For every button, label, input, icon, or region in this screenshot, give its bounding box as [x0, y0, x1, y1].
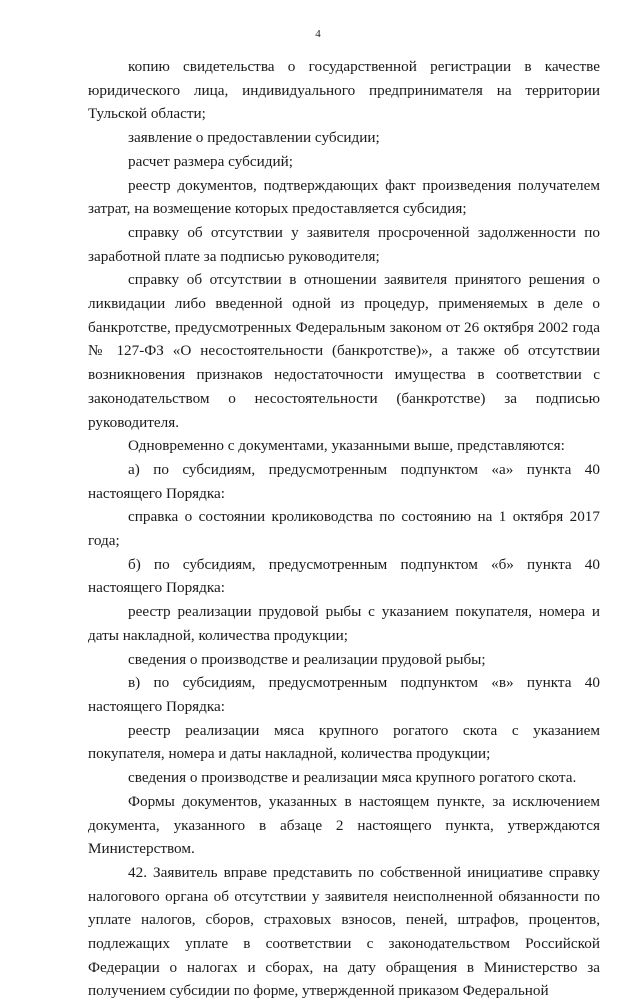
paragraph: копию свидетельства о государственной регистрации в качестве юридического лица, индивидуального предпринимателя на территории Тульской области;: [88, 58, 600, 123]
paragraph: расчет размера субсидий;: [128, 152, 293, 170]
paragraph: сведения о производстве и реализации мяса крупного рогатого скота.: [128, 769, 577, 787]
paragraph: 42. Заявитель вправе представить по собственной инициативе справку налогового органа об отсутствии у заявителя неисполненной обязанности по уплате налогов, сборов, страховых взносов, пеней, штрафов, процентов, подлежащих уплате в соответствии с законодательством Российской Федерации о налогах и сборах, на дату обращения в Министерство за получением субсидии по форме, утвержденной приказом Федеральной: [88, 863, 600, 1000]
paragraph: реестр реализации мяса крупного рогатого скота с указанием покупателя, номера и даты накладной, количества продукции;: [88, 721, 600, 763]
paragraph: справку об отсутствии в отношении заявителя принятого решения о ликвидации либо введенной одной из процедур, применяемых в деле о банкротстве, предусмотренных Федеральным законом от 26 октября 2002 года № 127-ФЗ «О несостоятельности (банкротстве)», а также об отсутствии возникновения признаков недостаточности имущества в соответствии с законодательством о несостоятельности (банкротстве) за подписью руководителя.: [88, 271, 600, 431]
paragraph: в) по субсидиям, предусмотренным подпунктом «в» пункта 40 настоящего Порядка:: [88, 674, 600, 715]
paragraph: Одновременно с документами, указанными выше, представляются:: [128, 437, 565, 455]
paragraph: б) по субсидиям, предусмотренным подпунктом «б» пункта 40 настоящего Порядка:: [88, 555, 600, 597]
paragraph: сведения о производстве и реализации прудовой рыбы;: [128, 650, 486, 668]
paragraph: а) по субсидиям, предусмотренным подпунктом «а» пункта 40 настоящего Порядка:: [88, 460, 600, 502]
paragraph: заявление о предоставлении субсидии;: [128, 129, 380, 147]
document-body: [88, 55, 600, 1003]
paragraph: реестр реализации прудовой рыбы с указанием покупателя, номера и даты накладной, количества продукции;: [88, 603, 600, 644]
paragraph: реестр документов, подтверждающих факт произведения получателем затрат, на возмещение которых предоставляется субсидия;: [88, 176, 600, 218]
paragraph: Формы документов, указанных в настоящем пункте, за исключением документа, указанного в абзаце 2 настоящего пункта, утверждаются Министерством.: [88, 792, 600, 858]
page-number: 4: [315, 28, 321, 40]
paragraph: справка о состоянии кролиководства по состоянию на 1 октября 2017 года;: [88, 508, 600, 550]
paragraph: справку об отсутствии у заявителя просроченной задолженности по заработной плате за подписью руководителя;: [88, 223, 600, 265]
